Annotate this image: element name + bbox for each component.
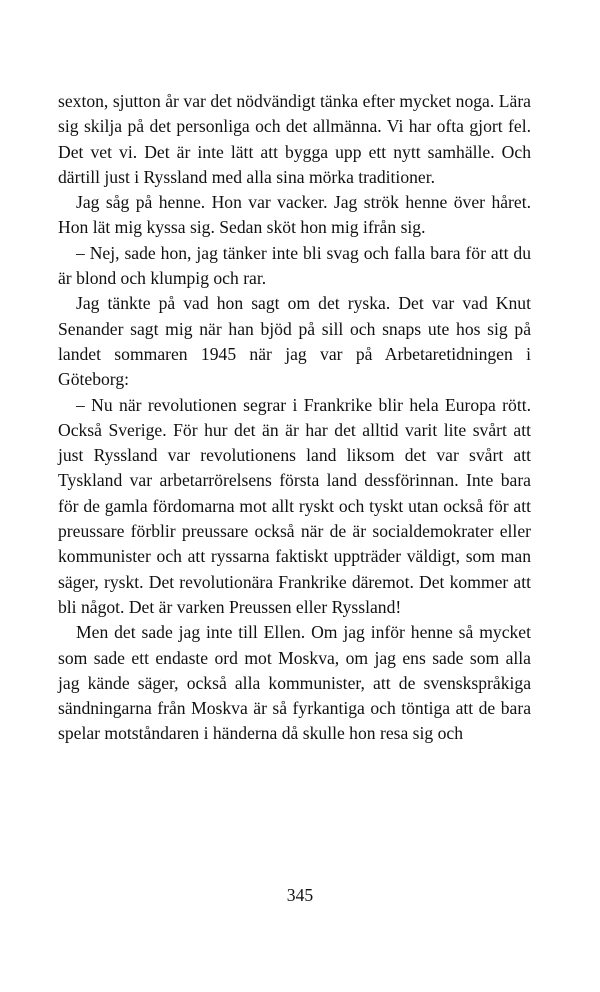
paragraph-4: Jag tänkte på vad hon sagt om det ryska. Det var vad Knut Senander sagt mig när han bjöd på sill och snaps ute hos sig på landet sommaren 1945 när jag var på Arbetaretidningen i Göteborg: — [58, 293, 531, 390]
paragraph-2: Jag såg på henne. Hon var vacker. Jag strök henne över håret. Hon lät mig kyssa sig. Sedan sköt hon mig ifrån sig. — [58, 192, 531, 238]
page-number: 345 — [286, 885, 314, 905]
paragraph-6: Men det sade jag inte till Ellen. Om jag inför henne så mycket som sade ett endaste ord mot Moskva, om jag ens sade som alla jag kände säger, också alla kommunister, att de svenskspråkiga sändningarna från Moskva är så fyrkantiga och töntiga att de bara spelar motståndaren i händerna då skulle hon resa sig och — [58, 622, 531, 744]
paragraph-3: – Nej, sade hon, jag tänker inte bli svag och falla bara för att du är blond och klumpig och rar. — [58, 242, 531, 289]
book-page-text — [58, 89, 531, 747]
paragraph-1: sexton, sjutton år var det nödvändigt tänka efter mycket noga. Lära sig skilja på det personliga och det allmänna. Vi har ofta gjort fel. Det vet vi. Det är inte lätt att bygga upp ett nytt samhälle. Och därtill just i Ryssland med alla sina mörka traditioner. — [58, 91, 531, 187]
paragraph-5: – Nu när revolutionen segrar i Frankrike blir hela Europa rött. Också Sverige. För hur det än är har det alltid varit lite svårt att just Ryssland var revolutionens land liksom det var svårt att Tyskland var arbetarrörelsens första land dessförinnan. Inte bara för de gamla fördomarna mot allt ryskt och tyskt utan också för att preussare förblir preussare också när de är socialdemokrater eller kommunister och att ryssarna faktiskt uppträder väldigt, som man säger, ryskt. Det revolutionära Frankrike däremot. Det kommer att bli något. Det är varken Preussen eller Ryssland! — [58, 394, 531, 617]
